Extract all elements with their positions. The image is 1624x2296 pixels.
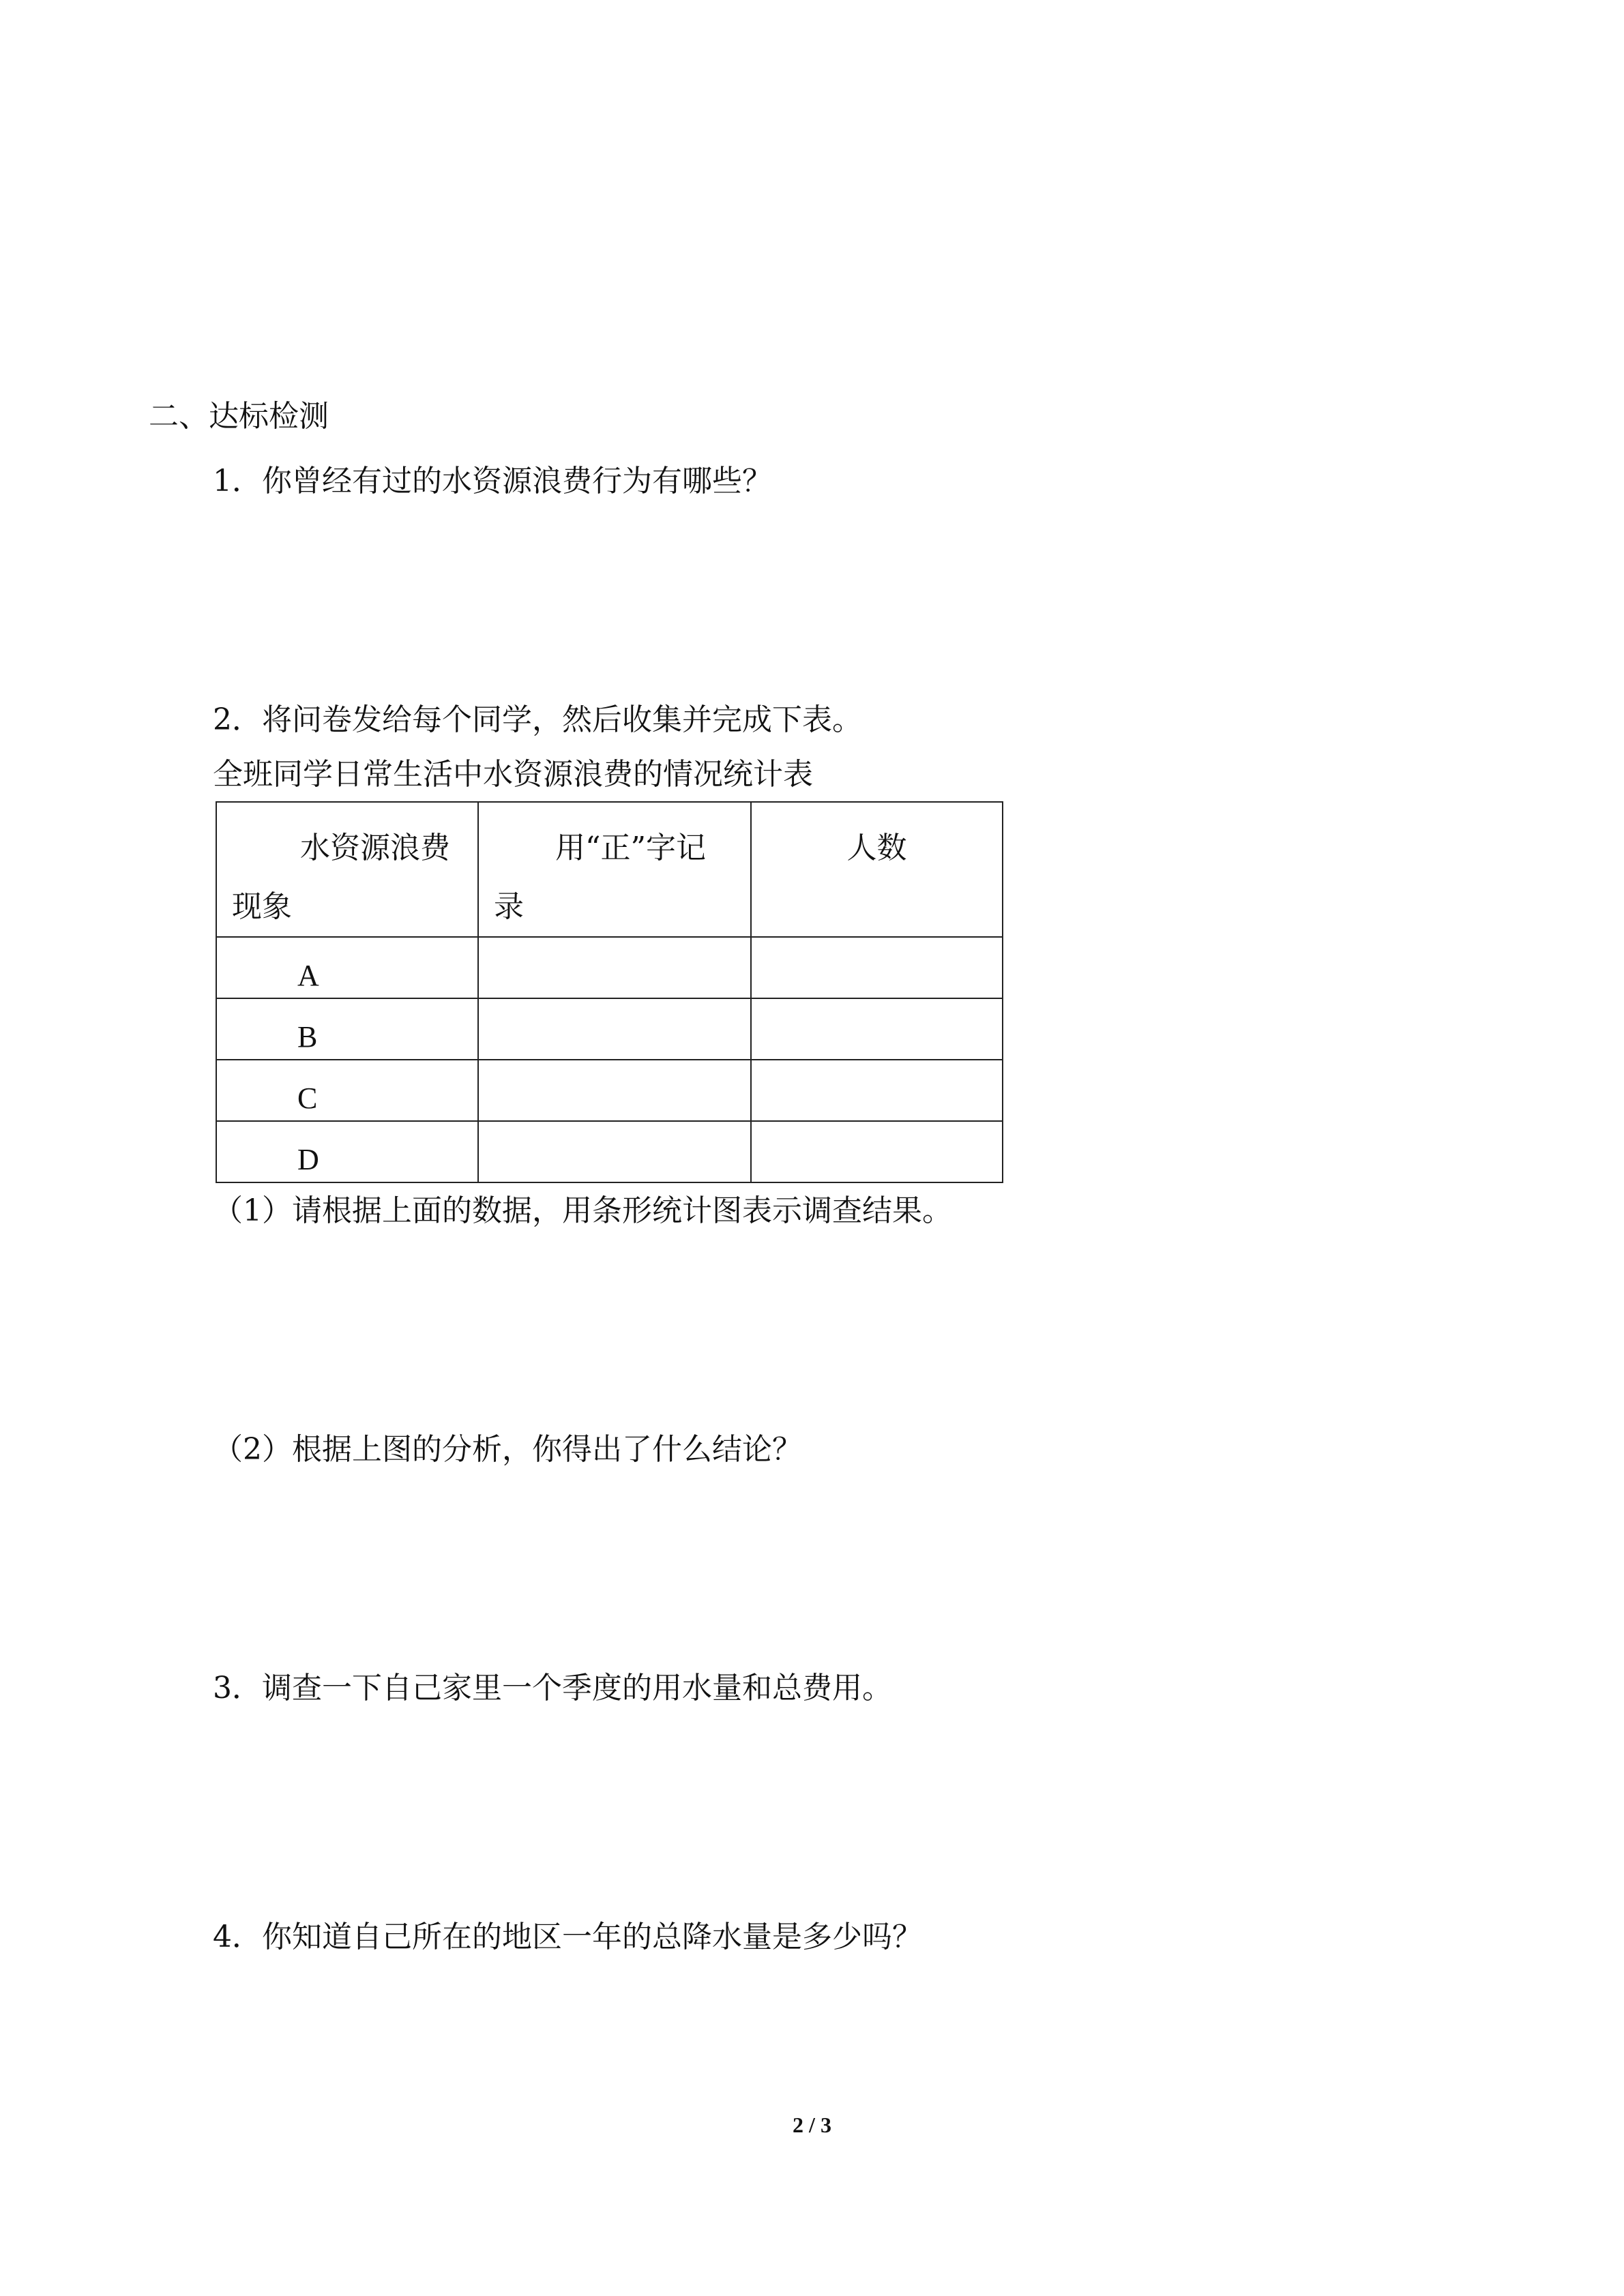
subquestion-1: （1）请根据上面的数据，用条形统计图表示调查结果。	[213, 1193, 952, 1228]
header-phenomenon-label: 水资源浪费现象	[232, 831, 450, 924]
count-cell[interactable]	[751, 1060, 1003, 1121]
section-heading: 二、达标检测	[149, 399, 329, 434]
table-row	[216, 1121, 1003, 1182]
header-count-label: 人数	[846, 831, 907, 865]
header-count	[751, 802, 1003, 937]
row-label: B	[297, 1019, 318, 1054]
table-row	[216, 1060, 1003, 1121]
question-3: 3．调查一下自己家里一个季度的用水量和总费用。	[213, 1671, 892, 1705]
count-cell[interactable]	[751, 1121, 1003, 1182]
tally-cell[interactable]	[478, 1060, 751, 1121]
question-4: 4．你知道自己所在的地区一年的总降水量是多少吗？	[213, 1920, 922, 1954]
header-tally	[478, 802, 751, 937]
row-label: A	[297, 958, 319, 992]
tally-cell[interactable]	[478, 937, 751, 998]
row-label-cell	[216, 1121, 478, 1182]
table-header-row	[216, 802, 1003, 937]
water-waste-stats-table	[216, 801, 1003, 1183]
count-cell[interactable]	[751, 937, 1003, 998]
row-label-cell	[216, 937, 478, 998]
tally-cell[interactable]	[478, 1121, 751, 1182]
table-row	[216, 998, 1003, 1060]
header-phenomenon	[216, 802, 478, 937]
question-1: 1．你曾经有过的水资源浪费行为有哪些？	[213, 464, 772, 498]
subquestion-2: （2）根据上图的分析，你得出了什么结论？	[213, 1432, 802, 1467]
tally-cell[interactable]	[478, 998, 751, 1060]
count-cell[interactable]	[751, 998, 1003, 1060]
row-label: D	[297, 1142, 319, 1176]
question-2: 2．将问卷发给每个同学，然后收集并完成下表。	[213, 702, 862, 737]
table-row	[216, 937, 1003, 998]
header-tally-label: 用“正”字记录	[494, 831, 706, 924]
table-caption: 全班同学日常生活中水资源浪费的情况统计表	[213, 757, 813, 792]
row-label-cell	[216, 1060, 478, 1121]
row-label-cell	[216, 998, 478, 1060]
row-label: C	[297, 1081, 318, 1115]
page-number: 2 / 3	[793, 2113, 831, 2137]
